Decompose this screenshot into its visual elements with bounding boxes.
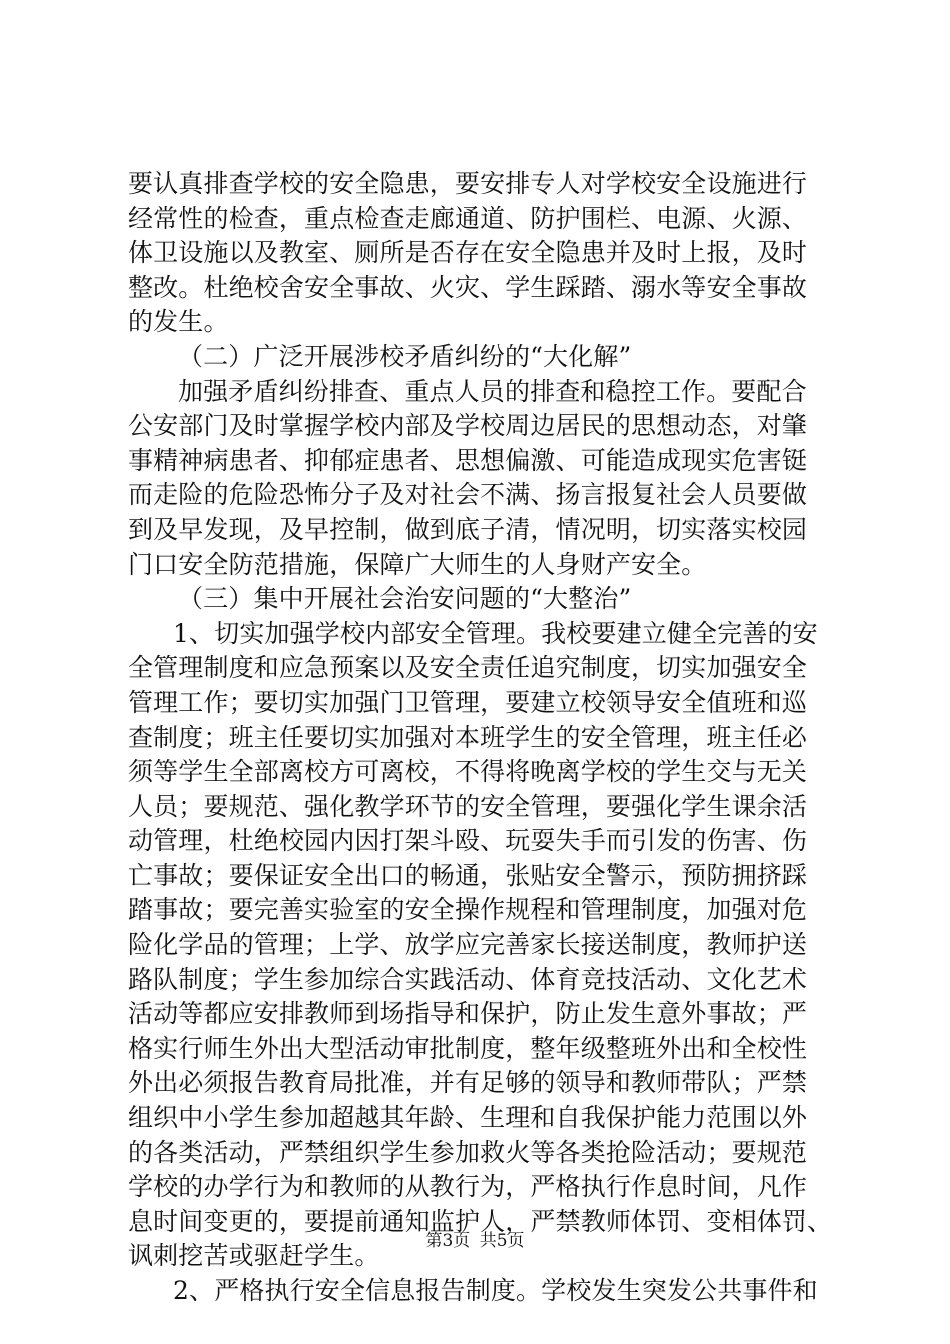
body-line: 息时间变更的，要提前通知监护人，严禁教师体罚、变相体罚、 — [128, 1206, 833, 1236]
body-line: 格实行师生外出大型活动审批制度，整年级整班外出和全校性 — [128, 1033, 808, 1063]
body-line: 要认真排查学校的安全隐患，要安排专人对学校安全设施进行 — [128, 169, 808, 198]
body-line: 学校的办学行为和教师的从教行为，严格执行作息时间，凡作 — [128, 1172, 808, 1202]
section-heading-3: （三）集中开展社会治安问题的“大整治” — [178, 584, 632, 614]
body-line: 体卫设施以及教室、厕所是否存在安全隐患并及时上报，及时 — [128, 238, 808, 268]
body-line: 组织中小学生参加超越其年龄、生理和自我保护能力范围以外 — [128, 1103, 808, 1133]
body-line: 动管理，杜绝校园内因打架斗殴、玩耍失手而引发的伤害、伤 — [128, 826, 808, 856]
body-line: 经常性的检查，重点检查走廊通道、防护围栏、电源、火源、 — [128, 203, 808, 233]
body-line: 到及早发现，及早控制，做到底子清，情况明，切实落实校园 — [128, 514, 808, 544]
body-line: 险化学品的管理；上学、放学应完善家长接送制度，教师护送 — [128, 930, 808, 960]
body-line: 公安部门及时掌握学校内部及学校周边居民的思想动态，对肇 — [128, 411, 808, 441]
document-body — [128, 167, 833, 1309]
body-line: 的各类活动，严禁组织学生参加救火等各类抢险活动；要规范 — [128, 1137, 808, 1167]
body-line: 2、严格执行安全信息报告制度。学校发生突发公共事件和 — [173, 1276, 818, 1305]
page-footer — [0, 1226, 950, 1251]
body-line: 讽刺挖苦或驱赶学生。 — [128, 1241, 380, 1271]
body-line: 人员；要规范、强化教学环节的安全管理，要强化学生课余活 — [128, 791, 808, 821]
page-total: 共5页 — [479, 1231, 525, 1251]
body-line: 而走险的危险恐怖分子及对社会不满、扬言报复社会人员要做 — [128, 480, 808, 510]
body-line: 事精神病患者、抑郁症患者、思想偏激、可能造成现实危害铤 — [128, 445, 808, 475]
body-line: 外出必须报告教育局批准，并有足够的领导和教师带队；严禁 — [128, 1068, 808, 1098]
body-line: 查制度；班主任要切实加强对本班学生的安全管理，班主任必 — [128, 722, 808, 752]
body-line: 踏事故；要完善实验室的安全操作规程和管理制度，加强对危 — [128, 895, 808, 925]
body-line: 加强矛盾纠纷排查、重点人员的排查和稳控工作。要配合 — [178, 376, 807, 406]
body-line: 亡事故；要保证安全出口的畅通，张贴安全警示，预防拥挤踩 — [128, 860, 808, 890]
body-line: 全管理制度和应急预案以及安全责任追究制度，切实加强安全 — [128, 653, 808, 683]
body-line: 活动等都应安排教师到场指导和保护，防止发生意外事故；严 — [128, 999, 808, 1029]
body-line: 须等学生全部离校方可离校，不得将晚离学校的学生交与无关 — [128, 757, 808, 787]
body-line: 路队制度；学生参加综合实践活动、体育竞技活动、文化艺术 — [128, 964, 808, 994]
body-line: 的发生。 — [128, 307, 229, 337]
body-line: 1、切实加强学校内部安全管理。我校要建立健全完善的安 — [173, 618, 818, 648]
section-heading-2: （二）广泛开展涉校矛盾纠纷的“大化解” — [178, 341, 632, 371]
body-line: 管理工作；要切实加强门卫管理，要建立校领导安全值班和巡 — [128, 687, 808, 717]
body-line: 门口安全防范措施，保障广大师生的人身财产安全。 — [128, 549, 707, 579]
page-number: 第3页 — [425, 1231, 471, 1251]
body-line: 整改。杜绝校舍安全事故、火灾、学生踩踏、溺水等安全事故 — [128, 272, 808, 302]
